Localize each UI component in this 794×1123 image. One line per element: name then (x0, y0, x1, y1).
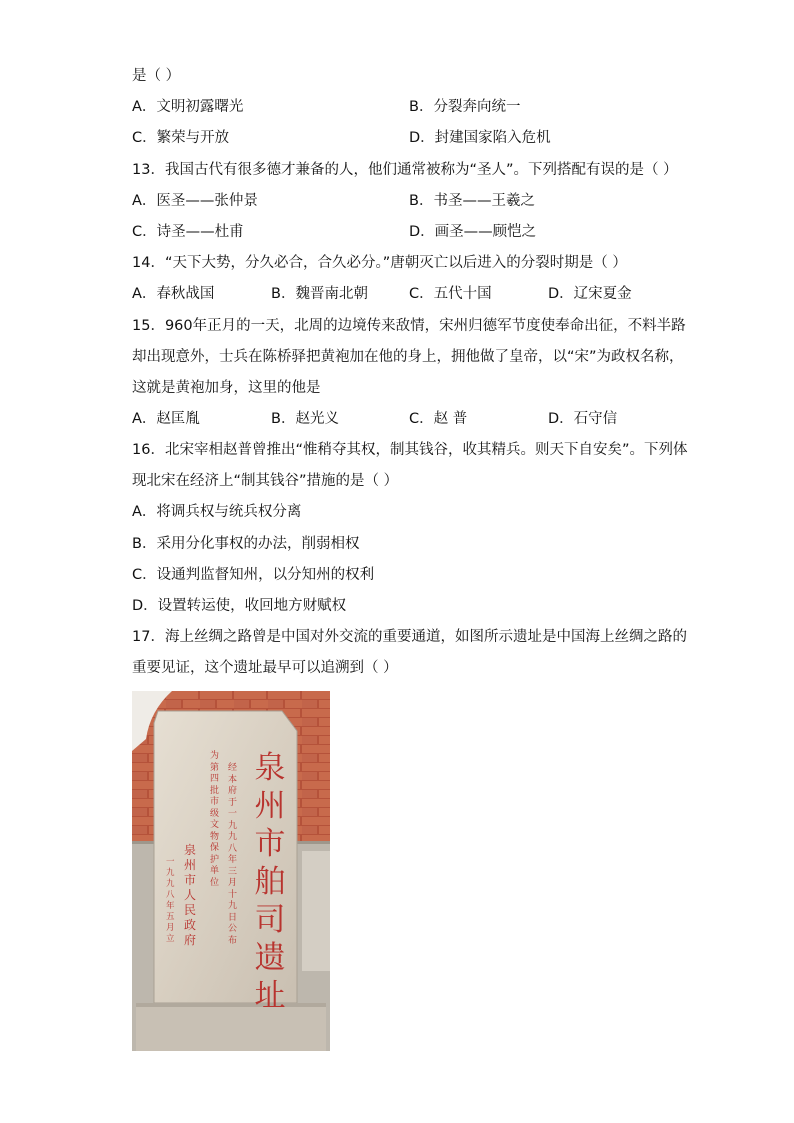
q13-option-c: C．诗圣——杜甫 (132, 224, 244, 240)
q14-option-a: A．春秋战国 (132, 286, 215, 302)
stele-title-char-1: 泉 (254, 750, 286, 786)
stele-title-char-4: 舶 (254, 864, 286, 900)
q12-option-c: C．繁荣与开放 (132, 130, 230, 146)
q17-stem-line-1: 17．海上丝绸之路曾是中国对外交流的重要通道，如图所示遗址是中国海上丝绸之路的 (132, 629, 687, 645)
q15-option-b: B．赵光义 (271, 411, 339, 427)
q14-option-b: B．魏晋南北朝 (271, 286, 368, 302)
q16-option-a: A．将调兵权与统兵权分离 (132, 504, 302, 520)
q13-option-d: D．画圣——顾恺之 (409, 224, 537, 240)
stele-inscription-col-1: 经本府于一九九八年三月十九日公布 (228, 763, 238, 946)
stele-inscription-col-2: 为第四批市级文物保护单位 (210, 751, 220, 888)
q12-option-d: D．封建国家陷入危机 (409, 130, 551, 146)
q16-stem-line-2: 现北宋在经济上“制其钱谷”措施的是（ ） (132, 473, 399, 489)
q15-option-d: D．石守信 (548, 411, 618, 427)
q16-stem-line-1: 16．北宋宰相赵普曾推出“惟稍夺其权，制其钱谷，收其精兵。则天下自安矣”。下列体 (132, 442, 688, 458)
stele-photo (132, 691, 330, 1051)
q13-option-a: A．医圣——张仲景 (132, 193, 258, 209)
q15-stem-line-1: 15．960年正月的一天，北周的边境传来敌情，宋州归德军节度使奉命出征，不料半路 (132, 318, 686, 334)
stele-title (250, 749, 290, 1015)
q13-stem: 13．我国古代有很多德才兼备的人，他们通常被称为“圣人”。下列搭配有误的是（ ） (132, 162, 678, 178)
q14-stem: 14．“天下大势，分久必合，合久必分。”唐朝灭亡以后进入的分裂时期是（ ） (132, 255, 627, 271)
stele-inscription-col-4: 一九九八年五月立 (166, 857, 175, 944)
q14-option-d: D．辽宋夏金 (548, 286, 632, 302)
q15-option-c: C．赵 普 (409, 411, 468, 427)
stele-inscription-col-3: 泉州市人民政府 (184, 843, 197, 947)
q16-option-c: C．设通判监督知州，以分知州的权利 (132, 567, 375, 583)
q12-option-b: B．分裂奔向统一 (409, 99, 521, 115)
q15-stem-line-2: 却出现意外，士兵在陈桥驿把黄袍加在他的身上，拥他做了皇帝，以“宋”为政权名称， (132, 349, 684, 365)
q17-stem-line-2: 重要见证，这个遗址最早可以追溯到（ ） (132, 660, 398, 676)
q14-option-c: C．五代十国 (409, 286, 492, 302)
q16-option-d: D．设置转运使，收回地方财赋权 (132, 598, 347, 614)
stele-title-char-2: 州 (254, 788, 286, 824)
stele-title-char-6: 遗 (254, 940, 286, 976)
q12-option-a: A．文明初露曙光 (132, 99, 244, 115)
q15-stem-line-3: 这就是黄袍加身，这里的他是 (132, 380, 321, 396)
q16-option-b: B．采用分化事权的办法，削弱相权 (132, 536, 360, 552)
q12-stem-tail: 是（ ） (132, 68, 181, 84)
q15-option-a: A．赵匡胤 (132, 411, 200, 427)
stele-title-char-3: 市 (254, 826, 286, 862)
stele-title-char-7: 址 (254, 978, 286, 1014)
stele-title-char-5: 司 (254, 902, 286, 938)
q13-option-b: B．书圣——王羲之 (409, 193, 535, 209)
